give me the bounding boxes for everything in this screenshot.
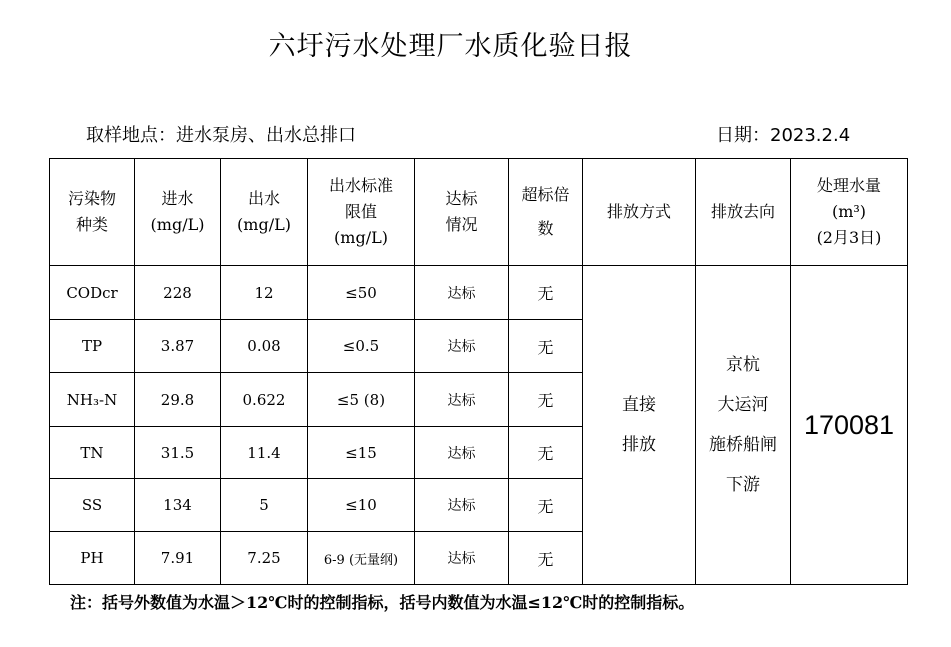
destination-line: 京杭 [726,355,760,375]
pollutant-cell: TN [50,427,135,479]
sampling-location: 取样地点：进水泵房、出水总排口 [86,125,356,146]
header-exceed [509,159,583,266]
pollutant-cell: PH [50,532,135,585]
influent-cell: 31.5 [135,427,221,479]
limit-cell: ≤0.5 [308,320,415,373]
header-effluent [221,159,308,266]
destination-line: 大运河 [717,395,769,415]
exceed-cell: 无 [509,320,583,373]
limit-cell: ≤5 (8) [308,373,415,427]
destination-line: 施桥船闸 [709,435,777,455]
status-cell: 达标 [415,479,509,532]
exceed-cell: 无 [509,532,583,585]
pollutant-cell: CODcr [50,266,135,320]
report-title: 六圩污水处理厂水质化验日报 [268,31,633,62]
header-line: 达标 [445,189,478,208]
header-limit [308,159,415,266]
limit-cell: ≤15 [308,427,415,479]
effluent-cell: 0.08 [221,320,308,373]
header-method: 排放方式 [583,159,696,266]
destination-line: 下游 [726,475,760,495]
effluent-cell: 11.4 [221,427,308,479]
header-line: 出水 [247,189,280,208]
header-line: (mg/L) [237,215,291,234]
header-row [50,159,908,266]
method-line: 排放 [622,435,656,455]
header-line: 限值 [344,202,377,221]
effluent-cell: 5 [221,479,308,532]
status-cell: 达标 [415,320,509,373]
header-line: 进水 [161,189,194,208]
header-line: (2月3日) [816,228,882,247]
status-cell: 达标 [415,532,509,585]
footnote: 注：括号外数值为水温＞12℃时的控制指标，括号内数值为水温≤12℃时的控制指标。 [70,593,695,612]
header-status [415,159,509,266]
header-influent [135,159,221,266]
influent-cell: 7.91 [135,532,221,585]
exceed-cell: 无 [509,427,583,479]
influent-cell: 228 [135,266,221,320]
header-line: 出水标准 [328,176,393,195]
exceed-cell: 无 [509,479,583,532]
header-line: 情况 [445,215,478,234]
discharge-destination-cell [696,266,791,585]
header-volume [791,159,908,266]
pollutant-cell: SS [50,479,135,532]
header-pollutant [50,159,135,266]
pollutant-cell: TP [50,320,135,373]
method-line: 直接 [622,395,656,415]
exceed-cell: 无 [509,266,583,320]
influent-cell: 134 [135,479,221,532]
header-line: (mg/L) [150,215,205,234]
effluent-cell: 7.25 [221,532,308,585]
header-line: 超标倍 [521,185,570,204]
effluent-cell: 0.622 [221,373,308,427]
header-line: (m³) [831,202,867,221]
pollutant-cell: NH₃-N [50,373,135,427]
header-line: (mg/L) [334,228,388,247]
discharge-method-cell [583,266,696,585]
status-cell: 达标 [415,427,509,479]
header-line: 数 [537,219,554,238]
limit-cell: 6-9 (无量纲) [308,532,415,585]
report-date: 日期：2023.2.4 [716,125,851,146]
status-cell: 达标 [415,373,509,427]
water-quality-table [49,158,908,585]
header-destination: 排放去向 [696,159,791,266]
influent-cell: 29.8 [135,373,221,427]
effluent-cell: 12 [221,266,308,320]
table-row [50,266,908,320]
limit-cell: ≤50 [308,266,415,320]
limit-cell: ≤10 [308,479,415,532]
influent-cell: 3.87 [135,320,221,373]
status-cell: 达标 [415,266,509,320]
exceed-cell: 无 [509,373,583,427]
header-line: 污染物 [67,189,116,208]
treated-volume-cell: 170081 [791,266,908,585]
header-line: 种类 [75,215,108,234]
header-line: 处理水量 [816,176,881,195]
